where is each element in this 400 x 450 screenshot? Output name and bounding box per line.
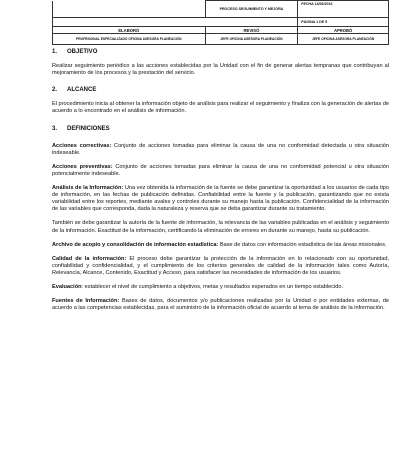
header-logo-cell	[53, 1, 206, 18]
definition-paragraph	[52, 185, 389, 213]
definition-paragraph	[52, 256, 389, 277]
header-spacer	[53, 18, 298, 27]
date-cell	[298, 1, 389, 18]
fecha-text: FECHA 14/06/2016	[301, 2, 333, 6]
definition-paragraph	[52, 143, 389, 157]
objetivo-text: Realizar seguimiento periódico a las acciones establecidas por la Unidad con el fin de generar alertas tempranas que contribuyan al mejoramiento de los procesos y la prestación del servicio.	[52, 63, 389, 77]
reviso-label: REVISÓ	[205, 27, 298, 34]
aprobo-label: APROBÓ	[298, 27, 389, 34]
definition-text: También se debe garantizar la autoría de la fuente de información, la relevancia de las variables publicadas en el análisis y seguimiento de la información. Exactitud de la información, certificando la eliminación de errores en durante su manejo, hasta su publicación.	[52, 220, 389, 234]
section-number: 2.	[52, 87, 58, 94]
section-title: DEFINICIONES	[67, 125, 110, 132]
page-number: PÁGINA 1 DE 5	[298, 18, 389, 27]
definition-term: Archivo de acopio y consolidación de información estadística:	[52, 241, 219, 248]
definition-text: Conjunto de acciones tomadas para eliminar la causa de una no conformidad potencial u otra situación potencialmente indeseable.	[52, 163, 389, 177]
definition-text: : establecer el nivel de cumplimiento a objetivos, metas y resultados esperados en un tiempo establecido.	[81, 283, 344, 290]
definition-term: Análisis de la Información:	[52, 185, 124, 192]
alcance-text: El procedimiento inicia al obtener la información objeto de análisis para realizar el seguimiento y finaliza con la generación de alertas de acuerdo a lo encontrado en el análisis de información.	[52, 101, 389, 115]
definition-term: Acciones correctivas:	[52, 142, 112, 149]
definition-text: Base de datos con información estadística de las áreas misionales.	[218, 241, 387, 248]
aprobo-value: JEFE OFICINA ASESORA PLANEACIÓN	[298, 34, 389, 45]
definition-term: Fuentes de Información:	[52, 298, 120, 305]
section-number: 1.	[52, 49, 58, 55]
definition-paragraph	[52, 242, 389, 249]
definition-text: Una vez obtenida la información de la fuente se debe garantizar la oportunidad a los usuarios de cada tipo de información, en las fechas de publicación definidas. Confiabilidad entre la fuente y la publicación, garantizando que no exista variabilidad entre los reportes, mediante avales y controles durante su manejo hasta la publicación. Confidencialidad de la información de las variables que corresponda, dada la naturaleza y reserva que se deba garantizar durante su tratamiento.	[52, 185, 389, 213]
definition-term: Acciones preventivas:	[52, 163, 113, 170]
section-title: OBJETIVO	[67, 49, 98, 55]
section-number: 3.	[52, 125, 58, 132]
section-heading-definiciones	[52, 126, 389, 133]
definition-paragraph	[52, 298, 389, 312]
section-heading-objetivo	[52, 49, 389, 56]
section-title: ALCANCE	[67, 87, 97, 94]
definition-paragraph	[52, 220, 389, 234]
document-body	[52, 49, 389, 312]
section-heading-alcance	[52, 87, 389, 94]
definition-term: Calidad de la información:	[52, 255, 127, 262]
process-name: PROCESO SEGUIMIENTO Y MEJORA	[205, 1, 298, 18]
definition-paragraph	[52, 284, 389, 291]
definition-paragraph	[52, 164, 389, 178]
reviso-value: JEFE OFICINA ASESORA PLANEACIÓN	[205, 34, 298, 45]
definition-term: Evaluación	[52, 283, 82, 290]
definition-text: Bases de datos, documentos y/o publicaciones realizadas por la Unidad o por entidades externas, de acuerdo a las competencias establecidas, para el suministro de la información oficial de acuerdo al tema de análisis de la información.	[52, 298, 389, 312]
elaboro-label: ELABORÓ	[53, 27, 206, 34]
definition-text: El proceso debe garantizar la protección de la información en lo relacionado con su oportunidad, confiabilidad y confidencialidad, y el cumplimiento de los criterios generales de calidad de la información tales como Autoría, Relevancia, Alcance, Contenido, Exactitud y Acceso, para satisfacer las necesidades de información de los usuarios.	[52, 255, 390, 276]
definition-text: Conjunto de acciones tomadas para eliminar la causa de una no conformidad detectada u otra situación indeseable.	[52, 142, 389, 156]
elaboro-value: PROFESIONAL ESPECIALIZADO OFICINA ASESORA PLANEACIÓN	[53, 34, 206, 45]
document-header-table	[52, 0, 389, 45]
